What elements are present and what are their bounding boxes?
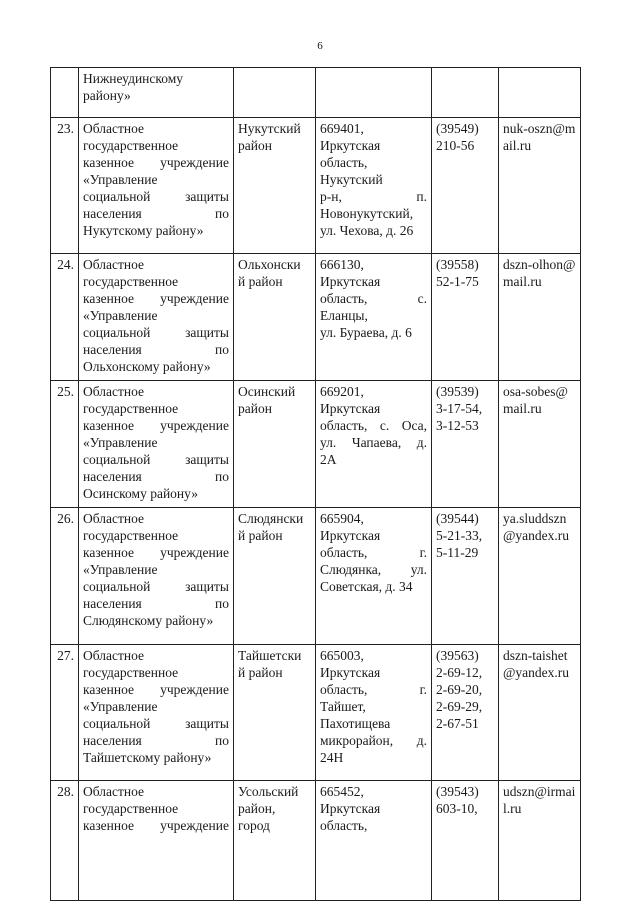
- word: Слюдянка,: [320, 562, 382, 577]
- name-line: государственное: [83, 665, 179, 680]
- district-line: район,: [238, 801, 276, 816]
- word: п.: [416, 189, 427, 204]
- phone-line: 2-69-29,: [436, 699, 483, 714]
- address-line: [320, 732, 427, 749]
- word: по: [215, 342, 229, 357]
- address: [316, 645, 432, 781]
- name-line: [83, 544, 229, 561]
- district-line: Осинский: [238, 384, 296, 399]
- word: г.: [419, 682, 427, 697]
- address-line: 669401,: [320, 121, 364, 136]
- address-line: [320, 188, 427, 205]
- name-line: [83, 715, 229, 732]
- name-line: Областное: [83, 784, 145, 799]
- email: [499, 645, 581, 781]
- word: область,: [320, 291, 368, 306]
- email: [499, 68, 581, 118]
- email-text: dszn-olhon@mail.ru: [503, 257, 576, 289]
- word: учреждение: [160, 291, 229, 306]
- address-line: [320, 417, 427, 434]
- phone-line: (39543): [436, 784, 479, 799]
- word: область,: [320, 682, 368, 697]
- table-row: [51, 254, 581, 381]
- word: по: [215, 469, 229, 484]
- district-line: город: [238, 818, 270, 833]
- word: г.: [419, 545, 427, 560]
- address-line: 665452,: [320, 784, 364, 799]
- phone-line: 2-69-20,: [436, 682, 483, 697]
- name-line: [83, 290, 229, 307]
- address-line: Иркутская: [320, 665, 381, 680]
- phone-line: (39549): [436, 121, 479, 136]
- name-line: государственное: [83, 401, 179, 416]
- address-line: 669201,: [320, 384, 364, 399]
- district-line: Тайшетски: [238, 648, 302, 663]
- district-line: Усольский: [238, 784, 299, 799]
- word: защиты: [185, 189, 229, 204]
- name-line: [83, 188, 229, 205]
- name-line: [83, 154, 229, 171]
- name-line: «Управление: [83, 308, 158, 323]
- word: учреждение: [160, 155, 229, 170]
- page-number: 6: [317, 40, 323, 52]
- email-text: nuk-oszn@mail.ru: [503, 121, 576, 153]
- word: с.: [417, 291, 427, 306]
- name-line: Тайшетскому району»: [83, 750, 212, 765]
- name-line: [83, 595, 229, 612]
- word: населения: [83, 206, 142, 221]
- word: учреждение: [160, 545, 229, 560]
- email: [499, 508, 581, 645]
- address-line: Новонукутский,: [320, 206, 414, 221]
- phone-line: 5-21-33,: [436, 528, 483, 543]
- name-line: [83, 681, 229, 698]
- institution-name: [79, 381, 234, 508]
- phone-line: (39558): [436, 257, 479, 272]
- row-number: 25.: [51, 381, 79, 508]
- phone: [432, 381, 499, 508]
- address-line: Иркутская: [320, 274, 381, 289]
- name-line: Областное: [83, 121, 145, 136]
- district-line: Нукутский: [238, 121, 301, 136]
- phone: [432, 645, 499, 781]
- address-line: 24Н: [320, 750, 344, 765]
- institution-name: [79, 254, 234, 381]
- name-line: Ольхонскому району»: [83, 359, 211, 374]
- name-line: Нукутскому району»: [83, 223, 204, 238]
- address-line: Советская, д. 34: [320, 579, 413, 594]
- word: казенное: [83, 818, 135, 833]
- word: по: [215, 206, 229, 221]
- phone-line: (39544): [436, 511, 479, 526]
- district-line: й район: [238, 528, 283, 543]
- address-line: Пахотищева: [320, 716, 391, 731]
- word: казенное: [83, 682, 135, 697]
- address-line: Еланцы,: [320, 308, 368, 323]
- word: Оса,: [401, 418, 427, 433]
- word: учреждение: [160, 682, 229, 697]
- name-line: государственное: [83, 801, 179, 816]
- district-line: Ольхонски: [238, 257, 301, 272]
- phone: [432, 781, 499, 901]
- institution-name: [79, 68, 234, 118]
- email-text: dszn-taishet@yandex.ru: [503, 648, 570, 680]
- name-line: [83, 417, 229, 434]
- email: [499, 381, 581, 508]
- address-line: 2А: [320, 452, 337, 467]
- district: [234, 118, 316, 254]
- name-line: [83, 578, 229, 595]
- name-line: [83, 817, 229, 834]
- address-line: [320, 561, 427, 578]
- phone-line: 3-12-53: [436, 418, 479, 433]
- name-line: [83, 468, 229, 485]
- word: социальной: [83, 325, 151, 340]
- phone: [432, 118, 499, 254]
- word: защиты: [185, 716, 229, 731]
- phone-line: 5-11-29: [436, 545, 479, 560]
- address-line: [320, 681, 427, 698]
- address-line: Иркутская: [320, 138, 381, 153]
- phone-line: 3-17-54,: [436, 401, 483, 416]
- district: [234, 781, 316, 901]
- name-line: государственное: [83, 528, 179, 543]
- address-line: Иркутская: [320, 401, 381, 416]
- district-line: район: [238, 401, 272, 416]
- row-number: 24.: [51, 254, 79, 381]
- name-line: [83, 732, 229, 749]
- phone-line: 210-56: [436, 138, 475, 153]
- address: [316, 254, 432, 381]
- district: [234, 254, 316, 381]
- word: защиты: [185, 452, 229, 467]
- phone-line: 52-1-75: [436, 274, 479, 289]
- name-line: государственное: [83, 274, 179, 289]
- row-number: 27.: [51, 645, 79, 781]
- phone-line: 603-10,: [436, 801, 478, 816]
- word: защиты: [185, 579, 229, 594]
- word: д.: [416, 733, 427, 748]
- name-line: Областное: [83, 257, 145, 272]
- district: [234, 68, 316, 118]
- row-number: 28.: [51, 781, 79, 901]
- word: д.: [416, 435, 427, 450]
- word: по: [215, 733, 229, 748]
- phone-line: (39563): [436, 648, 479, 663]
- word: учреждение: [160, 818, 229, 833]
- word: социальной: [83, 189, 151, 204]
- word: социальной: [83, 716, 151, 731]
- row-number: 23.: [51, 118, 79, 254]
- offices-table: [50, 67, 581, 901]
- email-text: osa-sobes@mail.ru: [503, 384, 568, 416]
- address-line: [320, 434, 427, 451]
- name-line: [83, 451, 229, 468]
- district-line: Слюдянски: [238, 511, 304, 526]
- word: область,: [320, 545, 368, 560]
- word: населения: [83, 733, 142, 748]
- institution-name: [79, 781, 234, 901]
- email: [499, 118, 581, 254]
- address-line: 666130,: [320, 257, 364, 272]
- name-line: государственное: [83, 138, 179, 153]
- name-line: Слюдянскому району»: [83, 613, 214, 628]
- word: казенное: [83, 545, 135, 560]
- email: [499, 254, 581, 381]
- district: [234, 645, 316, 781]
- word: учреждение: [160, 418, 229, 433]
- word: область,: [320, 418, 368, 433]
- district-line: й район: [238, 274, 283, 289]
- institution-name: [79, 645, 234, 781]
- name-line: [83, 324, 229, 341]
- address-line: [320, 544, 427, 561]
- name-line: району»: [83, 88, 131, 103]
- name-line: «Управление: [83, 699, 158, 714]
- phone-line: 2-67-51: [436, 716, 479, 731]
- phone: [432, 68, 499, 118]
- table-row: [51, 645, 581, 781]
- table-row: [51, 381, 581, 508]
- word: ул.: [410, 562, 427, 577]
- word: населения: [83, 596, 142, 611]
- name-line: Осинскому району»: [83, 486, 198, 501]
- name-line: Нижнеудинскому: [83, 71, 184, 86]
- word: защиты: [185, 325, 229, 340]
- phone: [432, 254, 499, 381]
- email: [499, 781, 581, 901]
- word: казенное: [83, 291, 135, 306]
- district: [234, 508, 316, 645]
- continuation-row: [51, 68, 581, 118]
- word: микрорайон,: [320, 733, 394, 748]
- address-line: область,: [320, 818, 368, 833]
- row-number: [51, 68, 79, 118]
- word: социальной: [83, 579, 151, 594]
- name-line: [83, 205, 229, 222]
- name-line: Областное: [83, 511, 145, 526]
- name-line: «Управление: [83, 435, 158, 450]
- table-row: [51, 118, 581, 254]
- table-row: [51, 508, 581, 645]
- address-line: 665904,: [320, 511, 364, 526]
- word: казенное: [83, 155, 135, 170]
- address-line: ул. Бураева, д. 6: [320, 325, 412, 340]
- word: социальной: [83, 452, 151, 467]
- word: по: [215, 596, 229, 611]
- name-line: Областное: [83, 648, 145, 663]
- institution-name: [79, 118, 234, 254]
- word: ул.: [320, 435, 337, 450]
- address-line: Нукутский: [320, 172, 383, 187]
- address-line: ул. Чехова, д. 26: [320, 223, 414, 238]
- email-text: ya.sluddszn@yandex.ru: [503, 511, 570, 543]
- address-line: область,: [320, 155, 368, 170]
- word: р-н,: [320, 189, 342, 204]
- row-number: 26.: [51, 508, 79, 645]
- address: [316, 381, 432, 508]
- phone: [432, 508, 499, 645]
- address: [316, 68, 432, 118]
- address-line: [320, 290, 427, 307]
- word: с.: [379, 418, 390, 433]
- address: [316, 781, 432, 901]
- name-line: Областное: [83, 384, 145, 399]
- word: населения: [83, 342, 142, 357]
- table-row: [51, 781, 581, 901]
- phone-line: 2-69-12,: [436, 665, 483, 680]
- name-line: «Управление: [83, 562, 158, 577]
- district-line: й район: [238, 665, 283, 680]
- name-line: «Управление: [83, 172, 158, 187]
- email-text: udszn@irmail.ru: [503, 784, 576, 816]
- name-line: [83, 341, 229, 358]
- address: [316, 118, 432, 254]
- word: Чапаева,: [351, 435, 402, 450]
- address-line: Иркутская: [320, 528, 381, 543]
- phone-line: (39539): [436, 384, 479, 399]
- address-line: 665003,: [320, 648, 364, 663]
- district-line: район: [238, 138, 272, 153]
- institution-name: [79, 508, 234, 645]
- word: казенное: [83, 418, 135, 433]
- address-line: Иркутская: [320, 801, 381, 816]
- district: [234, 381, 316, 508]
- word: населения: [83, 469, 142, 484]
- address-line: Тайшет,: [320, 699, 366, 714]
- address: [316, 508, 432, 645]
